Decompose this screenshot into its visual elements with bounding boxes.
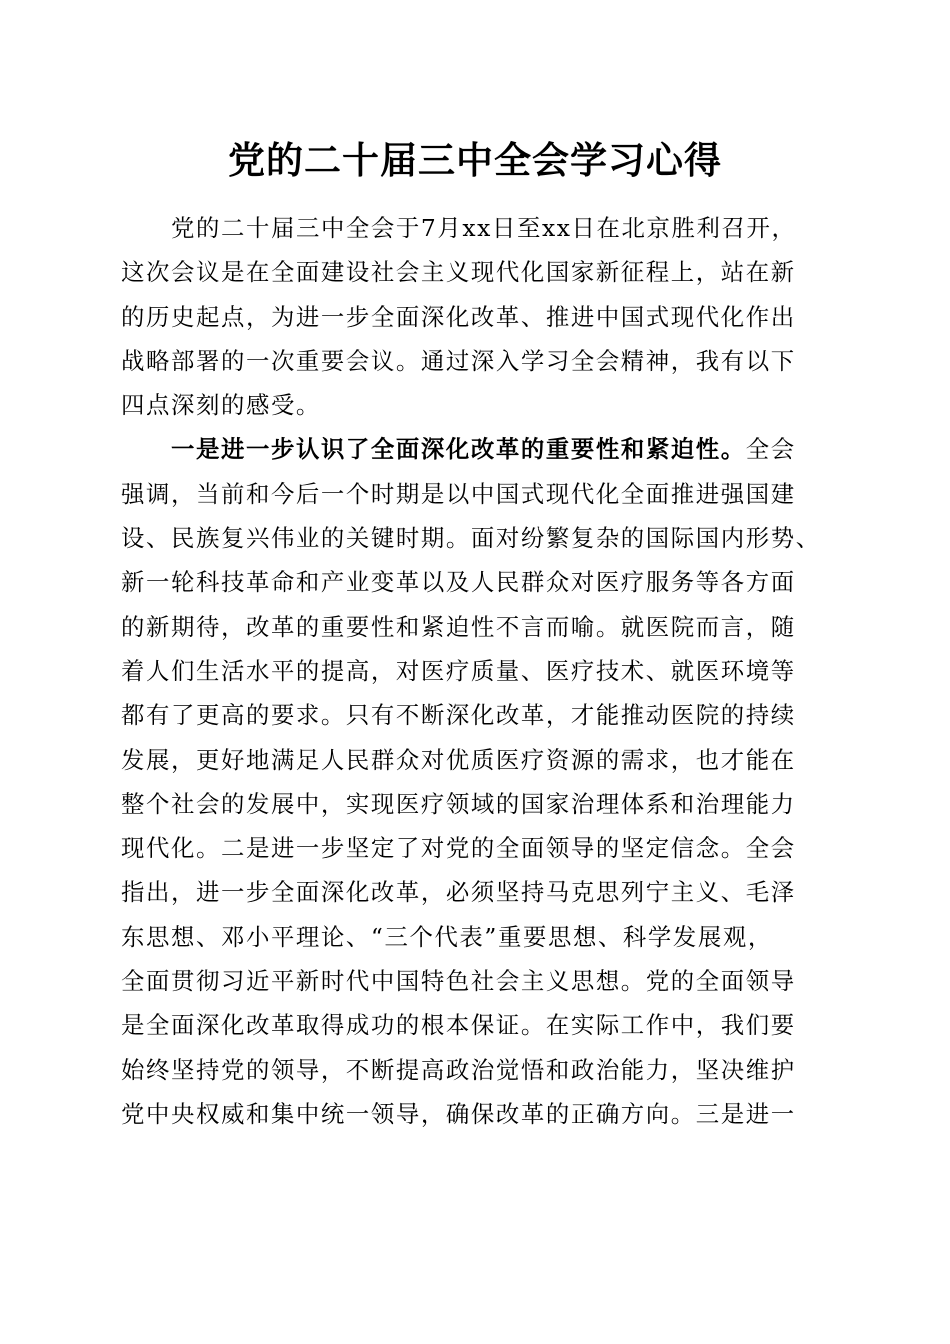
document-title: 党的二十届三中全会学习心得 [228, 138, 722, 182]
paragraph-2-line-13: 全面贯彻习近平新时代中国特色社会主义思想。党的全面领导 [121, 967, 796, 996]
paragraph-1-line-3: 的历史起点，为进一步全面深化改革、推进中国式现代化作出 [121, 302, 796, 331]
paragraph-2-line-5: 的新期待，改革的重要性和紧迫性不言而喻。就医院而言，随 [121, 612, 796, 641]
paragraph-1-line-2: 这次会议是在全面建设社会主义现代化国家新征程上，站在新 [121, 258, 796, 287]
paragraph-1-line-4: 战略部署的一次重要会议。通过深入学习全会精神，我有以下 [121, 346, 796, 375]
paragraph-2-line-16: 党中央权威和集中统一领导，确保改革的正确方向。三是进一 [121, 1099, 796, 1128]
paragraph-2-line-10: 现代化。二是进一步坚定了对党的全面领导的坚定信念。全会 [121, 834, 796, 863]
paragraph-2-line-2: 强调，当前和今后一个时期是以中国式现代化全面推进强国建 [121, 479, 796, 508]
paragraph-2-line-12: 东思想、邓小平理论、“三个代表”重要思想、科学发展观， [121, 922, 773, 951]
paragraph-2-line-1 [121, 427, 833, 471]
paragraph-2-line-1-rest: 全会 [745, 435, 796, 464]
document-body [121, 206, 833, 1136]
paragraph-2-line-15: 始终坚持党的领导，不断提高政治觉悟和政治能力，坚决维护 [121, 1055, 796, 1084]
paragraph-2-heading: 一是进一步认识了全面深化改革的重要性和紧迫性。 [171, 435, 746, 464]
paragraph-2-line-14: 是全面深化改革取得成功的根本保证。在实际工作中，我们要 [121, 1011, 796, 1040]
paragraph-2-line-8: 发展，更好地满足人民群众对优质医疗资源的需求，也才能在 [121, 745, 796, 774]
paragraph-2-line-4: 新一轮科技革命和产业变革以及人民群众对医疗服务等各方面 [121, 568, 796, 597]
paragraph-2-line-6: 着人们生活水平的提高，对医疗质量、医疗技术、就医环境等 [121, 656, 796, 685]
paragraph-2-line-7: 都有了更高的要求。只有不断深化改革，才能推动医院的持续 [121, 701, 796, 730]
paragraph-2-line-9: 整个社会的发展中，实现医疗领域的国家治理体系和治理能力 [121, 789, 796, 818]
paragraph-2-line-3: 设、民族复兴伟业的关键时期。面对纷繁复杂的国际国内形势、 [121, 524, 821, 553]
paragraph-1-line-5: 四点深刻的感受。 [121, 391, 321, 420]
paragraph-1-line-1: 党的二十届三中全会于7月xx日至xx日在北京胜利召开， [171, 214, 797, 242]
paragraph-2-line-11: 指出，进一步全面深化改革，必须坚持马克思列宁主义、毛泽 [121, 878, 796, 907]
